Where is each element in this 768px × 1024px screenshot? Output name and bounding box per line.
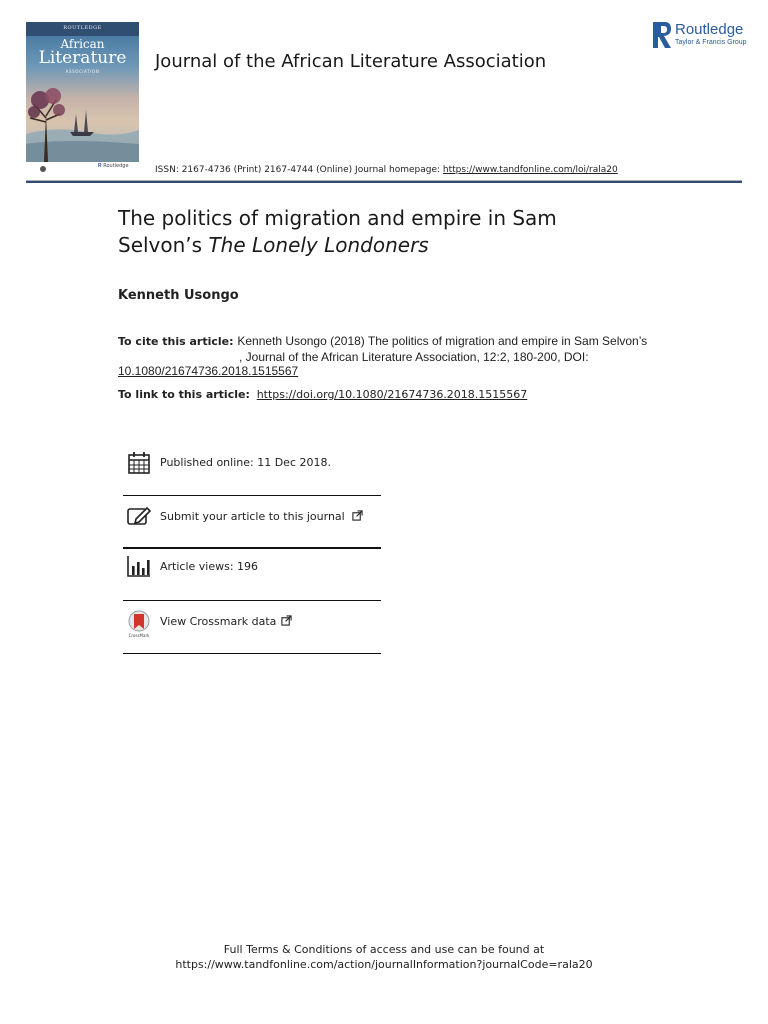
bar-chart-icon bbox=[127, 555, 151, 579]
issn-line bbox=[155, 165, 618, 175]
cite-label: To cite this article: bbox=[118, 335, 238, 348]
journal-homepage-link[interactable]: https://www.tandfonline.com/loi/rala20 bbox=[442, 165, 618, 175]
terms-footer bbox=[0, 942, 768, 972]
info-divider bbox=[123, 547, 381, 549]
routledge-logo-icon bbox=[653, 20, 673, 50]
article-title bbox=[118, 205, 638, 259]
article-title-prefix: Selvon’s bbox=[118, 233, 209, 257]
article-views-text[interactable]: Article views: 196 bbox=[160, 560, 259, 573]
association-seal-icon bbox=[40, 166, 46, 172]
terms-line1: Full Terms & Conditions of access and use can be found at bbox=[223, 943, 545, 956]
article-title-italic: The Lonely Londoners bbox=[208, 233, 429, 257]
author-name: Kenneth Usongo bbox=[118, 288, 239, 303]
cover-illustration bbox=[26, 74, 139, 162]
cover-footer bbox=[26, 162, 139, 176]
header-divider-blue bbox=[26, 181, 742, 183]
cover-band-text: ROUTLEDGE bbox=[63, 25, 102, 31]
published-online-text: Published online: 11 Dec 2018. bbox=[160, 456, 331, 469]
cover-title-line2: Literature bbox=[38, 48, 127, 68]
journal-cover-image bbox=[26, 22, 139, 162]
crossmark-link[interactable]: View Crossmark data bbox=[160, 615, 292, 628]
edit-icon bbox=[127, 505, 151, 529]
publisher-logo[interactable] bbox=[653, 20, 748, 52]
publisher-name: Routledge bbox=[675, 21, 744, 38]
cite-doi-link[interactable]: 10.1080/21674736.2018.1515567 bbox=[118, 364, 299, 378]
citation-block bbox=[118, 334, 678, 379]
info-divider bbox=[123, 600, 381, 601]
journal-title[interactable]: Journal of the African Literature Association bbox=[155, 51, 547, 72]
external-link-icon bbox=[281, 615, 292, 626]
submit-article-row[interactable] bbox=[123, 505, 381, 557]
info-divider bbox=[123, 495, 381, 496]
cover-title-line3: ASSOCIATION bbox=[65, 69, 100, 74]
article-title-line2 bbox=[118, 232, 638, 259]
link-line bbox=[118, 388, 527, 401]
link-label: To link to this article: bbox=[118, 388, 254, 401]
submit-article-link[interactable]: Submit your article to this journal bbox=[160, 510, 363, 523]
crossmark-row[interactable] bbox=[123, 610, 381, 662]
publisher-group: Taylor & Francis Group bbox=[675, 39, 747, 46]
cover-title-line1: African bbox=[60, 37, 105, 51]
cover-publisher: R Routledge bbox=[98, 163, 129, 169]
calendar-icon bbox=[127, 451, 151, 475]
external-link-icon bbox=[352, 510, 363, 521]
terms-url[interactable]: https://www.tandfonline.com/action/journalInformation?journalCode=rala20 bbox=[175, 958, 593, 971]
doi-link[interactable]: https://doi.org/10.1080/21674736.2018.1515567 bbox=[256, 388, 528, 401]
article-title-line1: The politics of migration and empire in Sam bbox=[118, 206, 557, 230]
cite-text-line2: , Journal of the African Literature Association, 12:2, 180-200, DOI: bbox=[239, 349, 589, 364]
crossmark-icon bbox=[127, 610, 151, 638]
cite-text-line1: Kenneth Usongo (2018) The politics of migration and empire in Sam Selvon’s bbox=[237, 334, 648, 348]
issn-text: ISSN: 2167-4736 (Print) 2167-4744 (Online) Journal homepage: bbox=[155, 165, 443, 175]
info-divider bbox=[123, 653, 381, 654]
crossmark-icon-caption: CrossMark bbox=[128, 633, 150, 638]
